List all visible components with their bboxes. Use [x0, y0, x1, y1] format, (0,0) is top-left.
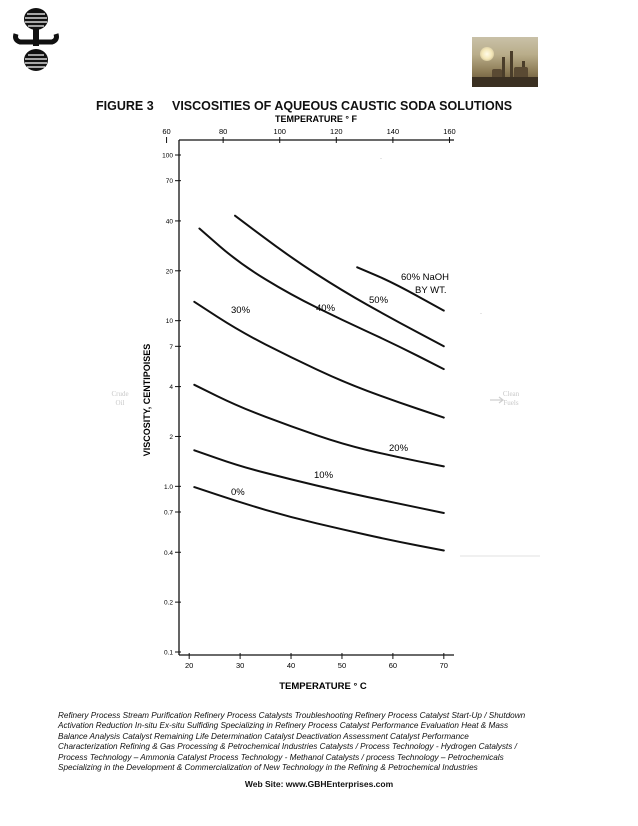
curve-label-50: 50% [369, 295, 389, 306]
x-tick-label: 30 [235, 661, 245, 670]
x-tick-label: 40 [286, 661, 296, 670]
footer-line: Refinery Process Stream Purification Refinery Process Catalysts Troubleshooting Refinery Process Catalyst Start-Up / Shutdown [58, 711, 526, 720]
y-tick-label: 1.0 [163, 483, 173, 491]
stray-dot: · [480, 311, 482, 317]
figure-number: FIGURE 3 [96, 99, 154, 113]
faint-label-line: Clean [502, 390, 520, 398]
faint-label-clean-fuels [496, 390, 526, 408]
y-tick-label: 0.7 [163, 509, 173, 517]
y-tick-label: 70 [165, 178, 173, 186]
y-tick-label: 10 [165, 318, 173, 326]
stray-dot: · [380, 156, 382, 162]
curve-label-30: 30% [231, 305, 251, 316]
x-tick-label: 60 [388, 661, 398, 670]
top-tick-label: 140 [386, 127, 400, 136]
top-tick-label: 80 [218, 127, 228, 136]
y-tick-label: 0.1 [163, 649, 173, 657]
footer-line: Specializing in the Development & Commercialization of New Technology in the Refining & Petrochemical Industries [58, 763, 478, 773]
x-tick-label: 50 [337, 661, 347, 670]
y-tick-label: 4 [169, 384, 173, 392]
y-axis-label: VISCOSITY, CENTIPOISES [142, 343, 152, 457]
y-tick-label: 100 [162, 152, 173, 160]
top-tick-label: 100 [273, 127, 286, 136]
top-tick-label: 60 [162, 127, 171, 136]
y-tick-label: 7 [169, 343, 173, 351]
top-tick-label: 120 [330, 127, 343, 136]
x-tick-label: 20 [185, 661, 194, 670]
y-tick-label: 20 [165, 268, 173, 276]
chart-curves [194, 216, 444, 551]
footer-line: Process Technology – Ammonia Catalyst Process Technology - Methanol Catalysts / process Technology – Petrochemicals [58, 752, 504, 762]
curve-label-40: 40% [316, 303, 336, 314]
footer-line: Activation Reduction In-situ Ex-situ Sulfiding Specializing in Refinery Process Catalyst Performance Evaluation Heat & Mass [58, 721, 509, 731]
curve-label-20: 20% [389, 443, 409, 454]
curve-label-0: 0% [231, 487, 245, 498]
top-tick-label: 160 [443, 127, 456, 136]
curve-2 [194, 385, 444, 467]
faint-label-crude-oil [106, 390, 134, 408]
figure-caption: VISCOSITIES OF AQUEOUS CAUSTIC SODA SOLUTIONS [172, 99, 513, 113]
curve-3 [194, 302, 444, 418]
curve-label-60: 60% NaOH [401, 272, 450, 283]
curve-label-10: 10% [314, 470, 334, 481]
footer-text [58, 711, 546, 773]
y-tick-label: 40 [165, 218, 173, 226]
x-axis-label: TEMPERATURE ° C [279, 681, 367, 692]
footer-line: Characterization Refining & Gas Processing & Petrochemical Industries Catalysts / Process Technology - Hydrogen Catalysts / [58, 742, 517, 752]
website-link[interactable]: Web Site: www.GBHEnterprises.com [244, 779, 394, 789]
curve-4 [199, 229, 443, 370]
footer-line: Balance Analysis Catalyst Remaining Life Determination Catalyst Deactivation Assessment Catalyst Performance [58, 731, 469, 741]
faint-label-line: Crude [111, 390, 129, 398]
y-tick-label: 2 [169, 433, 173, 441]
y-axis-ticks [162, 153, 181, 657]
faint-label-line: Oil [115, 399, 125, 407]
y-tick-label: 0.4 [163, 549, 173, 557]
curve-label-60-sub: BY WT. [415, 285, 447, 296]
x-tick-label: 70 [439, 661, 448, 670]
top-axis-label: TEMPERATURE ° F [275, 114, 357, 124]
faint-label-line: Fuels [503, 399, 519, 407]
y-tick-label: 0.2 [163, 599, 173, 607]
